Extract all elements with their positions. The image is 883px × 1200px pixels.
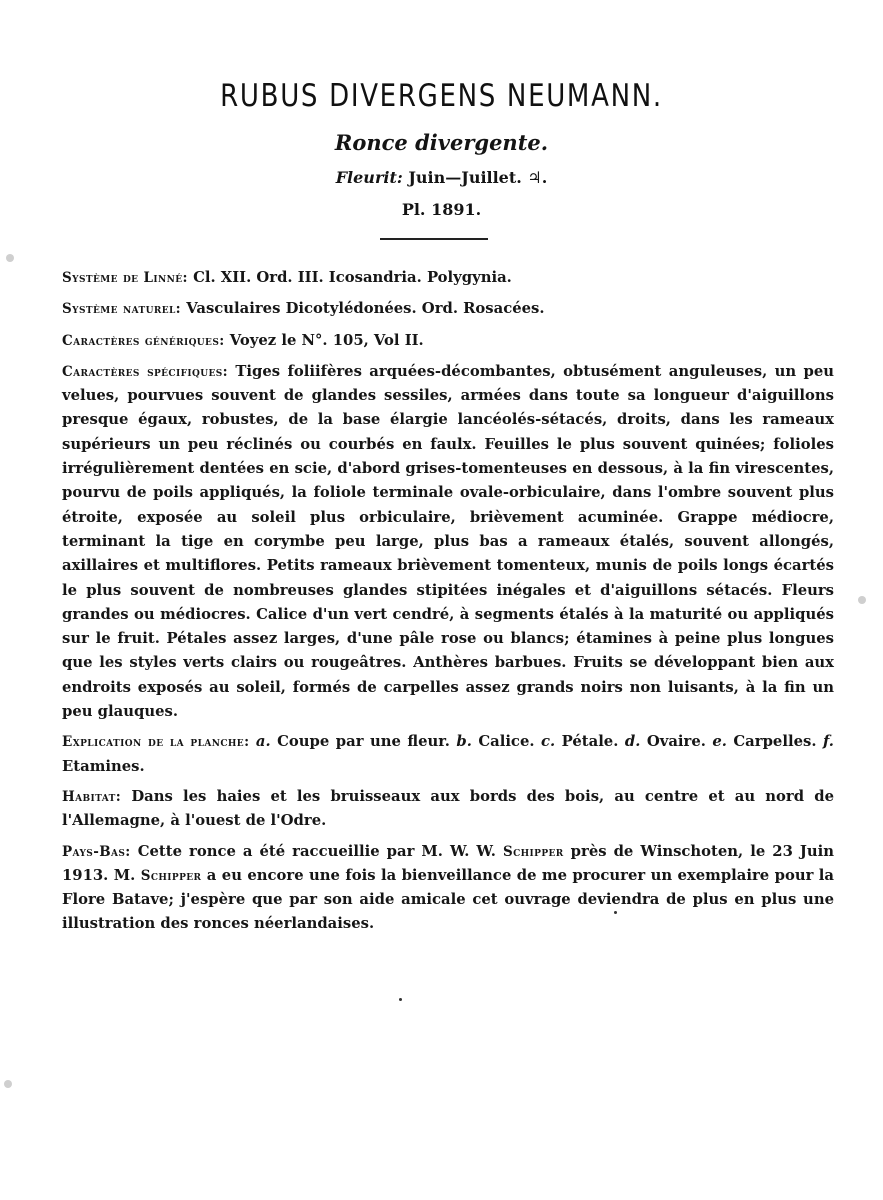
- section-generiques: [62, 329, 834, 353]
- section-label: Système de Linné:: [62, 270, 188, 286]
- print-speck: [614, 911, 617, 914]
- document-body: [62, 266, 834, 943]
- print-speck: [399, 998, 402, 1001]
- flowering-label: Fleurit:: [335, 168, 403, 187]
- section-label: Caractères génériques:: [62, 332, 225, 349]
- explication-item-d: Ovaire.: [646, 733, 706, 751]
- explication-item-a: Coupe par une fleur.: [277, 733, 450, 751]
- flowering-line: [0, 168, 883, 187]
- scan-edge-mark: [858, 596, 866, 604]
- section-linne: [62, 266, 834, 290]
- flowering-value: Juin—Juillet. ♃.: [408, 168, 548, 187]
- section-explication: [62, 730, 834, 779]
- section-text: Cl. XII. Ord. III. Icosandria. Polygynia.: [193, 269, 512, 286]
- section-pays-bas: [62, 840, 834, 937]
- explication-key-f: f.: [822, 733, 834, 751]
- pays-bas-text-2: près de Winschoten, le 23 Juin 1913. M.: [62, 842, 835, 884]
- explication-key-d: d.: [624, 733, 641, 751]
- pays-bas-text-3: a eu encore une fois la bienveillance de me procurer un exemplaire pour la Flore Batave; j'espère que par son aide amicale cet ouvrage deviendra de plus en plus une illustration des ronces néerlandaises.: [62, 866, 834, 933]
- plate-number: Pl. 1891.: [401, 200, 482, 219]
- section-label: Caractères spécifiques:: [62, 363, 229, 380]
- collector-name: Schipper: [502, 843, 564, 860]
- section-label: Système naturel:: [62, 301, 182, 318]
- section-text: Voyez le N°. 105, Vol II.: [229, 331, 424, 349]
- explication-key-a: a.: [255, 733, 271, 751]
- explication-item-c: Pétale.: [561, 733, 619, 751]
- section-naturel: [62, 297, 834, 321]
- explication-item-b: Calice.: [478, 733, 535, 751]
- pays-bas-text-1: Cette ronce a été raccueillie par M. W. W.: [137, 842, 496, 860]
- scan-edge-mark: [4, 1080, 12, 1088]
- habitat-label: Habitat:: [62, 788, 122, 805]
- explication-key-b: b.: [456, 733, 472, 751]
- scan-edge-mark: [6, 254, 14, 262]
- habitat-text: Dans les haies et les bruisseaux aux bords des bois, au centre et au nord de l'Allemagne, à l'ouest de l'Odre.: [62, 787, 834, 830]
- section-text: Tiges foliifères arquées-décombantes, obtusément anguleuses, un peu velues, pourvues souvent de glandes sessiles, armées dans toute sa longueur d'aiguillons presque égaux, robustes, de la base élargie lancéolés-sétacés, droits, dans les rameaux supérieurs un peu réclinés ou courbés en faulx. Feuilles le plus souvent quinées; folioles irrégulièrement dentées en scie, d'abord grises-tomenteuses en dessous, à la fin virescentes, pourvu de poils appliqués, la foliole terminale ovale-orbiculaire, dans l'ombre souvent plus étroite, exposée au soleil plus orbiculaire, brièvement acuminée. Grappe médiocre, terminant la tige en corymbe peu large, plus bas a rameaux étalés, souvent allongés, axillaires et multiflores. Petits rameaux brièvement tomenteux, munis de poils longs écartés le plus souvent de nombreuses glandes stipitées inégales et d'aiguillons sétacés. Fleurs grandes ou médiocres. Calice d'un vert cendré, à segments étalés à la maturité ou appliqués sur le fruit. Pétales assez larges, d'une pâle rose ou blancs; étamines à peine plus longues que les styles verts clairs ou rougeâtres. Anthères barbues. Fruits se développant bien aux endroits exposés au soleil, formés de carpelles assez grands noirs non luisants, à la fin un peu glauques.: [62, 362, 835, 721]
- section-habitat: [62, 785, 834, 834]
- page-title: RUBUS DIVERGENS NEUMANN.: [220, 78, 663, 114]
- collector-name: Schipper: [140, 867, 202, 884]
- pays-bas-label: Pays-Bas:: [62, 843, 131, 860]
- explication-item-e: Carpelles.: [733, 733, 817, 751]
- explication-key-c: c.: [540, 733, 556, 751]
- explication-item-f: Etamines.: [62, 757, 145, 775]
- section-specifiques: [62, 360, 834, 724]
- title-divider: [380, 238, 488, 240]
- common-name-subtitle: Ronce divergente.: [334, 130, 549, 155]
- explication-key-e: e.: [712, 733, 727, 751]
- explication-label: Explication de la planche:: [62, 734, 250, 751]
- section-text: Vasculaires Dicotylédonées. Ord. Rosacées.: [186, 300, 545, 318]
